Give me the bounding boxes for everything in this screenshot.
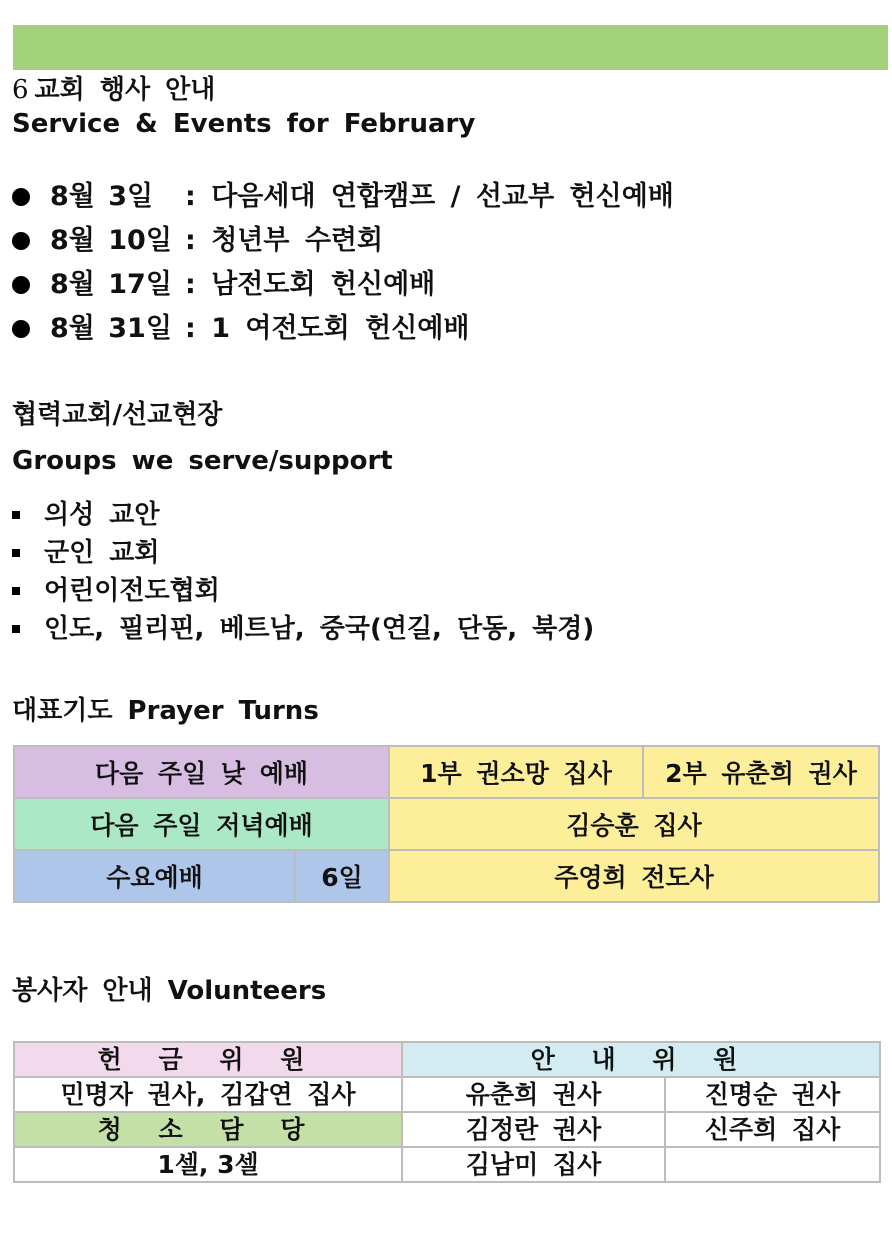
events-title-ko-text: 교회 행사 안내	[34, 75, 216, 105]
bullet-square-icon	[12, 587, 20, 595]
table-row	[14, 798, 879, 850]
group-item-text: 인도, 필리핀, 베트남, 중국(연길, 단동, 북경)	[44, 614, 595, 644]
bullet-dot-icon	[12, 276, 30, 294]
event-item	[12, 175, 674, 219]
offering-header	[14, 1042, 402, 1077]
bullet-dot-icon	[12, 188, 30, 206]
event-text: : 남전도회 헌신예배	[185, 269, 436, 300]
cleaning-header-text: 청 소 담 당	[97, 1115, 319, 1144]
event-text: : 다음세대 연합캠프 / 선교부 헌신예배	[185, 181, 674, 212]
bullet-square-icon	[12, 625, 20, 633]
event-item	[12, 219, 674, 263]
usher-cell: 유춘희 권사	[402, 1077, 665, 1112]
cleaning-header	[14, 1112, 402, 1147]
usher-cell: 김정란 권사	[402, 1112, 665, 1147]
bullet-square-icon	[12, 549, 20, 557]
header-bar	[13, 25, 888, 70]
groups-list	[12, 496, 594, 648]
events-title-en: Service & Events for February	[12, 109, 476, 139]
usher-cell: 김남미 집사	[402, 1147, 665, 1182]
section-number: 6	[12, 75, 29, 105]
event-date: 8월 17일	[50, 269, 172, 300]
group-item-text: 군인 교회	[44, 538, 160, 568]
prayer-table	[13, 745, 880, 903]
group-item-text: 어린이전도협회	[44, 576, 220, 606]
event-date: 8월 10일	[50, 225, 172, 256]
prayer-first-service: 1부 권소망 집사	[389, 746, 643, 798]
prayer-evening-label: 다음 주일 저녁예배	[14, 798, 389, 850]
events-heading	[12, 73, 475, 141]
groups-heading	[12, 392, 393, 484]
table-row	[14, 1077, 880, 1112]
volunteers-title: 봉사자 안내 Volunteers	[12, 976, 327, 1006]
bullet-square-icon	[12, 511, 20, 519]
table-row	[14, 850, 879, 902]
group-item	[12, 496, 594, 534]
event-text: : 1 여전도회 헌신예배	[185, 313, 470, 344]
events-title-ko	[12, 73, 475, 107]
usher-header	[402, 1042, 880, 1077]
prayer-sunday-label: 다음 주일 낮 예배	[14, 746, 389, 798]
event-item	[12, 307, 674, 351]
bullet-dot-icon	[12, 232, 30, 250]
event-item	[12, 263, 674, 307]
group-item	[12, 534, 594, 572]
cleaning-value: 1셀, 3셀	[14, 1147, 402, 1182]
usher-cell	[665, 1147, 880, 1182]
prayer-wednesday-value: 주영희 전도사	[389, 850, 879, 902]
offering-value: 민명자 권사, 김갑연 집사	[14, 1077, 402, 1112]
group-item	[12, 572, 594, 610]
offering-header-text: 헌 금 위 원	[97, 1045, 319, 1074]
table-row	[14, 746, 879, 798]
events-list	[12, 175, 674, 351]
prayer-wednesday-label: 수요예배	[14, 850, 295, 902]
usher-cell: 진명순 권사	[665, 1077, 880, 1112]
bullet-dot-icon	[12, 320, 30, 338]
groups-title-ko: 협력교회/선교현장	[12, 400, 223, 430]
event-date: 8월 31일	[50, 313, 172, 344]
group-item	[12, 610, 594, 648]
table-row	[14, 1112, 880, 1147]
prayer-title: 대표기도 Prayer Turns	[12, 696, 319, 726]
event-date: 8월 3일	[50, 181, 154, 212]
usher-header-text: 안 내 위 원	[530, 1045, 752, 1074]
volunteers-table	[13, 1041, 881, 1183]
prayer-wednesday-day: 6일	[295, 850, 389, 902]
prayer-second-service: 2부 유춘희 권사	[643, 746, 879, 798]
table-row	[14, 1147, 880, 1182]
prayer-evening-value: 김승훈 집사	[389, 798, 879, 850]
group-item-text: 의성 교안	[44, 500, 160, 530]
table-row	[14, 1042, 880, 1077]
groups-title-en: Groups we serve/support	[12, 446, 393, 476]
event-text: : 청년부 수련회	[185, 225, 384, 256]
usher-cell: 신주희 집사	[665, 1112, 880, 1147]
